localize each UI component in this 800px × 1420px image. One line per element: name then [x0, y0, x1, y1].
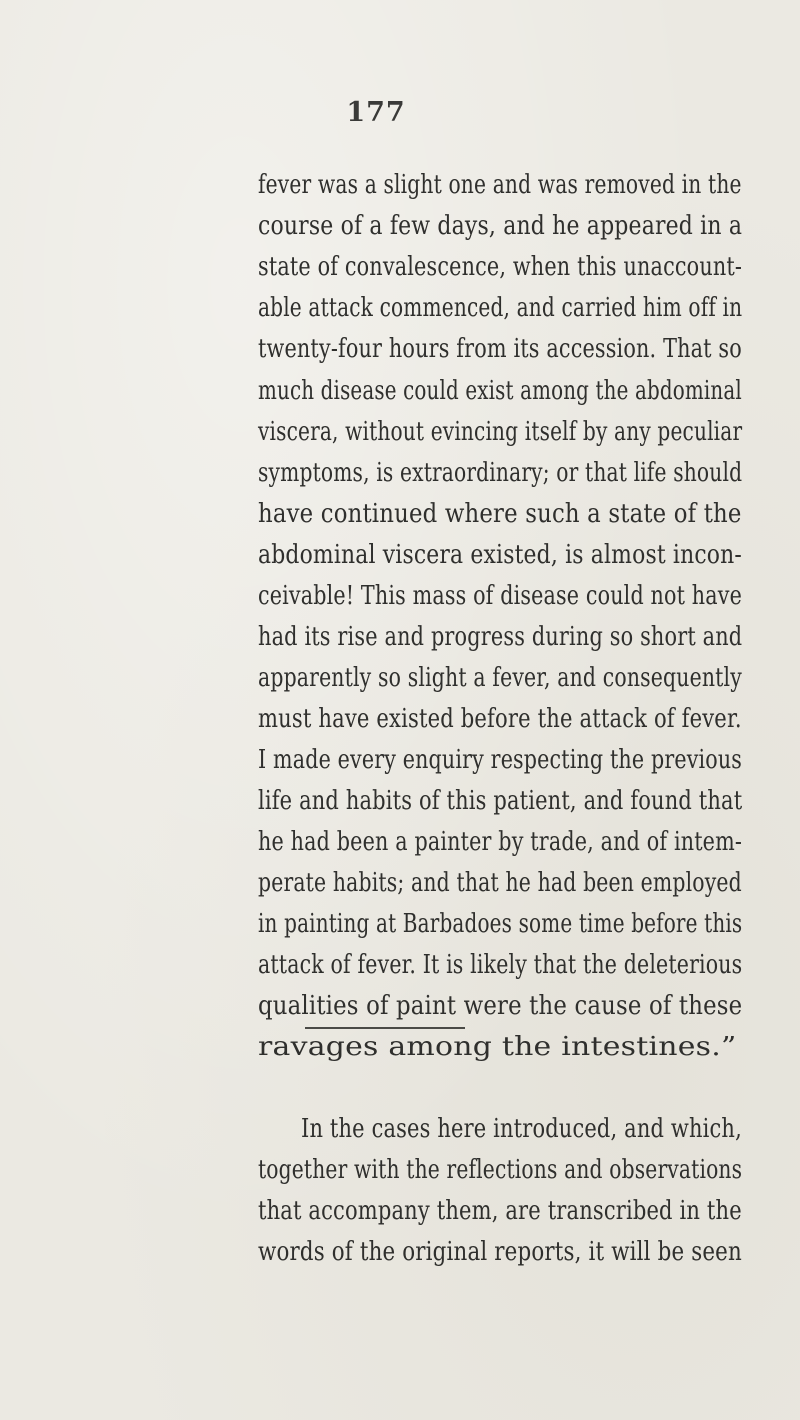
text-line: state of convalescence, when this unaccount- — [258, 252, 743, 282]
text-line: abdominal viscera existed, is almost incon- — [258, 540, 742, 570]
section-divider — [305, 1027, 465, 1029]
text-line: ceivable! This mass of disease could not have — [258, 581, 742, 611]
text-line: in painting at Barbadoes some time before this — [258, 909, 743, 939]
text-line: In the cases here introduced, and which, — [301, 1114, 742, 1144]
text-line: had its rise and progress during so short and — [258, 622, 743, 652]
text-line: have continued where such a state of the — [258, 499, 742, 529]
text-line: he had been a painter by trade, and of intem- — [258, 827, 743, 857]
text-line: much disease could exist among the abdominal — [258, 376, 742, 406]
text-line: attack of fever. It is likely that the deleterious — [258, 950, 743, 980]
text-line: words of the original reports, it will be seen — [258, 1237, 742, 1267]
text-line: ravages among the intestines.” — [258, 1032, 737, 1062]
text-line: twenty-four hours from its accession. That so — [258, 334, 742, 364]
text-line: together with the reflections and observations — [258, 1155, 743, 1185]
text-line: must have existed before the attack of fever. — [258, 704, 742, 734]
text-line: able attack commenced, and carried him off in — [258, 293, 743, 323]
text-line: perate habits; and that he had been employed — [258, 868, 742, 898]
text-line: apparently so slight a fever, and consequently — [258, 663, 742, 693]
text-line: that accompany them, are transcribed in the — [258, 1196, 742, 1226]
page-number: 177 — [346, 97, 406, 128]
text-line: course of a few days, and he appeared in a — [258, 211, 743, 241]
text-line: life and habits of this patient, and found that — [258, 786, 743, 816]
text-line: viscera, without evincing itself by any peculiar — [258, 417, 743, 447]
text-line: symptoms, is extraordinary; or that life should — [258, 458, 743, 488]
text-line: qualities of paint were the cause of these — [258, 991, 743, 1021]
text-line: fever was a slight one and was removed in the — [258, 170, 742, 200]
text-line: I made every enquiry respecting the previous — [258, 745, 743, 775]
